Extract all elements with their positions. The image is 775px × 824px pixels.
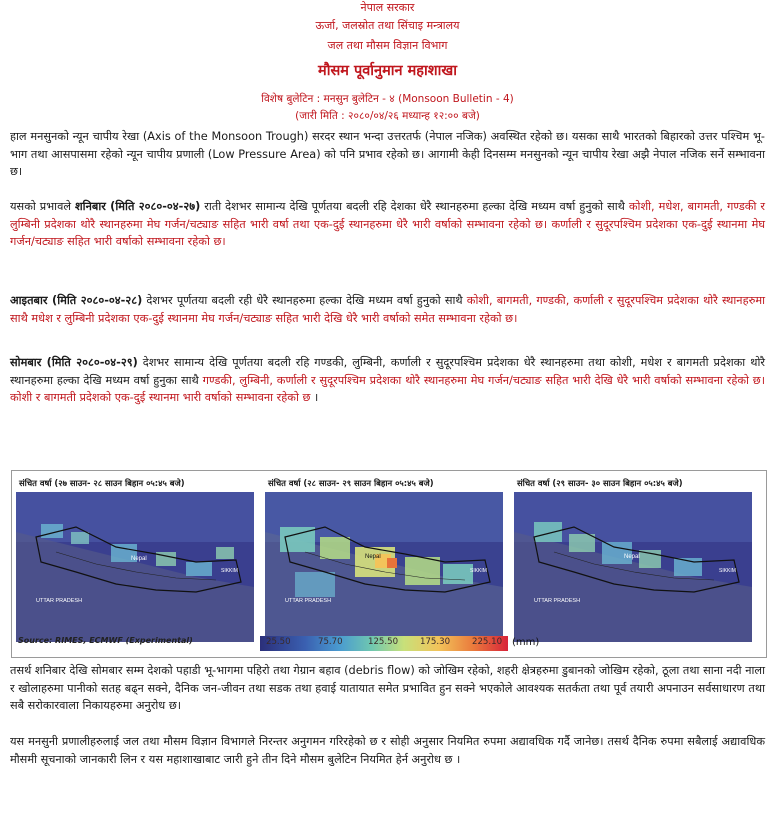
paragraph-saturday xyxy=(10,198,765,251)
legend-tick: 125.50 xyxy=(368,637,399,647)
rainfall-figure xyxy=(11,470,767,658)
p4-end: । xyxy=(310,391,319,404)
p3-body: देशभर पूर्णतया बदली रही धेरै स्थानहरुमा हल्का देखि मध्यम वर्षा हुनुको साथै xyxy=(142,294,467,307)
map2-label-up: UTTAR PRADESH xyxy=(285,598,332,604)
header-division-title: मौसम पूर्वानुमान महाशाखा xyxy=(318,63,457,79)
rainfall-map-3 xyxy=(514,492,752,642)
issue-date: (जारी मिति : २०८०/०४/२६ मध्यान्ह १२:०० बजे) xyxy=(295,110,480,122)
p2-warning: कोशी, मधेश, बागमती, गण्डकी र लुम्बिनी प्रदेशका थोरै स्थानहरुमा मेघ गर्जन/चट्याङ सहित भारी वर्षा तथा एक-दुई स्थानहरुमा धेरै भारी वर्षाको सम्भावना रहेको छ। कर्णाली र सुदूरपश्चिम प्रदेशका एक-दुई स्थानमा मेघ गर्जन/चट्याङ सहित भारी वर्षाको सम्भावना रहेको छ। xyxy=(10,200,765,248)
map2-label-nepal: Nepal xyxy=(365,554,381,560)
paragraph-advisory: तसर्थ शनिबार देखि सोमबार सम्म देशको पहाडी भू-भागमा पहिरो तथा गेग्रान बहाव (debris flow) को जोखिम रहेको, शहरी क्षेत्रहरुमा डुबानको जोखिम रहेको, ठूला तथा साना नदी नाला र खोलाहरुमा पानीको सतह बढ्न सक्ने, दैनिक जन-जीवन तथा सडक तथा हवाई यातायात समेत प्रभावित हुन सक्ने भएकोले आवश्यक सतर्कता तथा पूर्व तयारी अपनाउन सर्वसाधारण तथा सबै सरोकारवाला निकायहरुमा अनुरोध छ। xyxy=(10,664,765,712)
p2-day: शनिबार (मिति २०८०-०४-२७) xyxy=(74,200,201,213)
legend-tick: 175.30 xyxy=(420,637,451,647)
paragraph-trough: हाल मनसुनको न्यून चापीय रेखा (Axis of the Monsoon Trough) सरदर स्थान भन्दा उत्तरतर्फ (नेपाल नजिक) अवस्थित रहेको छ। यसका साथै भारतको बिहारको उत्तर पश्चिम भू-भाग तथा आसपासमा रहेको न्यून चापीय प्रणाली (Low Pressure Area) को पनि प्रभाव रहेको छ। आगामी केही दिनसम्म मनसुनको न्यून चापीय रेखा अझै नेपाल नजिक सर्ने सम्भावना छ। xyxy=(10,130,765,178)
p3-warning: कोशी, बागमती, गण्डकी, कर्णाली र सुदूरपश्चिम प्रदेशका थोरै स्थानहरुमा साथै मधेश र लुम्बिनी प्रदेशका एक-दुई स्थानमा मेघ गर्जन/चट्याङ सहित भारी देखि धेरै भारी वर्षाको समेत सम्भावना रहेको छ। xyxy=(10,294,766,325)
p4-warning: गण्डकी, लुम्बिनी, कर्णाली र सुदूरपश्चिम प्रदेशका थोरै स्थानहरुमा मेघ गर्जन/चट्याङ सहित भारी देखि धेरै भारी वर्षाको सम्भावना रहेको छ। कोशी र बागमती प्रदेशको एक-दुई स्थानमा भारी वर्षाको सम्भावना रहेको छ xyxy=(10,373,765,404)
map1-label-sikkim: SIKKIM xyxy=(221,568,238,574)
p4-body: देशभर सामान्य देखि पूर्णतया बदली रहि गण्डकी, लुम्बिनी, कर्णाली र सुदूरपश्चिम प्रदेशका धेरै स्थानहरुमा तथा कोशी, मधेश र बागमती प्रदेशका थोरै स्थानहरुमा हल्का देखि मध्यम वर्षा हुनुका साथै xyxy=(10,356,765,387)
panel-title-2: संचित वर्षा (२८ साउन- २९ साउन बिहान ०५:४५ बजे) xyxy=(268,478,434,488)
panel-title-3: संचित वर्षा (२९ साउन- ३० साउन बिहान ०५:४५ बजे) xyxy=(517,478,683,488)
header-govt: नेपाल सरकार xyxy=(360,1,415,14)
rainfall-map-panel-1 xyxy=(16,476,254,648)
bulletin-title: विशेष बुलेटिन : मनसुन बुलेटिन - ४ (Monsoon Bulletin - 4) xyxy=(261,93,514,105)
rainfall-map-panel-2 xyxy=(265,476,503,648)
map2-label-sikkim: SIKKIM xyxy=(470,568,487,574)
map3-label-up: UTTAR PRADESH xyxy=(534,598,581,604)
map3-label-nepal: Nepal xyxy=(624,554,640,560)
p4-day: सोमबार (मिति २०८०-०४-२९) xyxy=(10,356,138,369)
paragraph-monitoring: यस मनसुनी प्रणालीहरुलाई जल तथा मौसम विज्ञान विभागले निरन्तर अनुगमन गरिरहेको छ र सोही अनुसार नियमित रुपमा अद्यावधिक गर्दै जानेछ। तसर्थ दैनिक रुपमा सबैलाई अद्यावधिक मौसमी सूचनाको जानकारी लिन र यस महाशाखाबाट जारी हुने तीन दिने मौसम बुलेटिन नियमित हेर्न अनुरोध छ । xyxy=(10,735,765,766)
map3-label-sikkim: SIKKIM xyxy=(719,568,736,574)
p3-day: आइतबार (मिति २०८०-०४-२८) xyxy=(10,294,143,307)
header-ministry: ऊर्जा, जलस्रोत तथा सिंचाइ मन्त्रालय xyxy=(315,19,460,32)
p2-lead: यसको प्रभावले xyxy=(10,200,75,213)
rainfall-map-panel-3 xyxy=(514,476,752,648)
legend-tick: 225.10 xyxy=(472,637,503,647)
panel-title-1: संचित वर्षा (२७ साउन- २८ साउन बिहान ०५:४५ बजे) xyxy=(19,478,185,488)
rainfall-map-1 xyxy=(16,492,254,642)
rainfall-map-2 xyxy=(265,492,503,642)
p2-body: राती देशभर सामान्य देखि पूर्णतया बदली रहि देशका धेरै स्थानहरुमा हल्का देखि मध्यम वर्षा हुनुको साथै xyxy=(200,200,629,213)
legend-tick: 25.50 xyxy=(266,637,291,647)
paragraph-monday xyxy=(10,354,765,407)
legend-unit: (mm) xyxy=(512,637,540,648)
legend-tick: 75.70 xyxy=(318,637,343,647)
figure-source: Source: RIMES, ECMWF (Experimental) xyxy=(18,636,193,645)
header-department: जल तथा मौसम विज्ञान विभाग xyxy=(327,39,448,52)
map1-label-up: UTTAR PRADESH xyxy=(36,598,83,604)
paragraph-sunday xyxy=(10,292,765,327)
map1-label-nepal: Nepal xyxy=(131,556,147,562)
